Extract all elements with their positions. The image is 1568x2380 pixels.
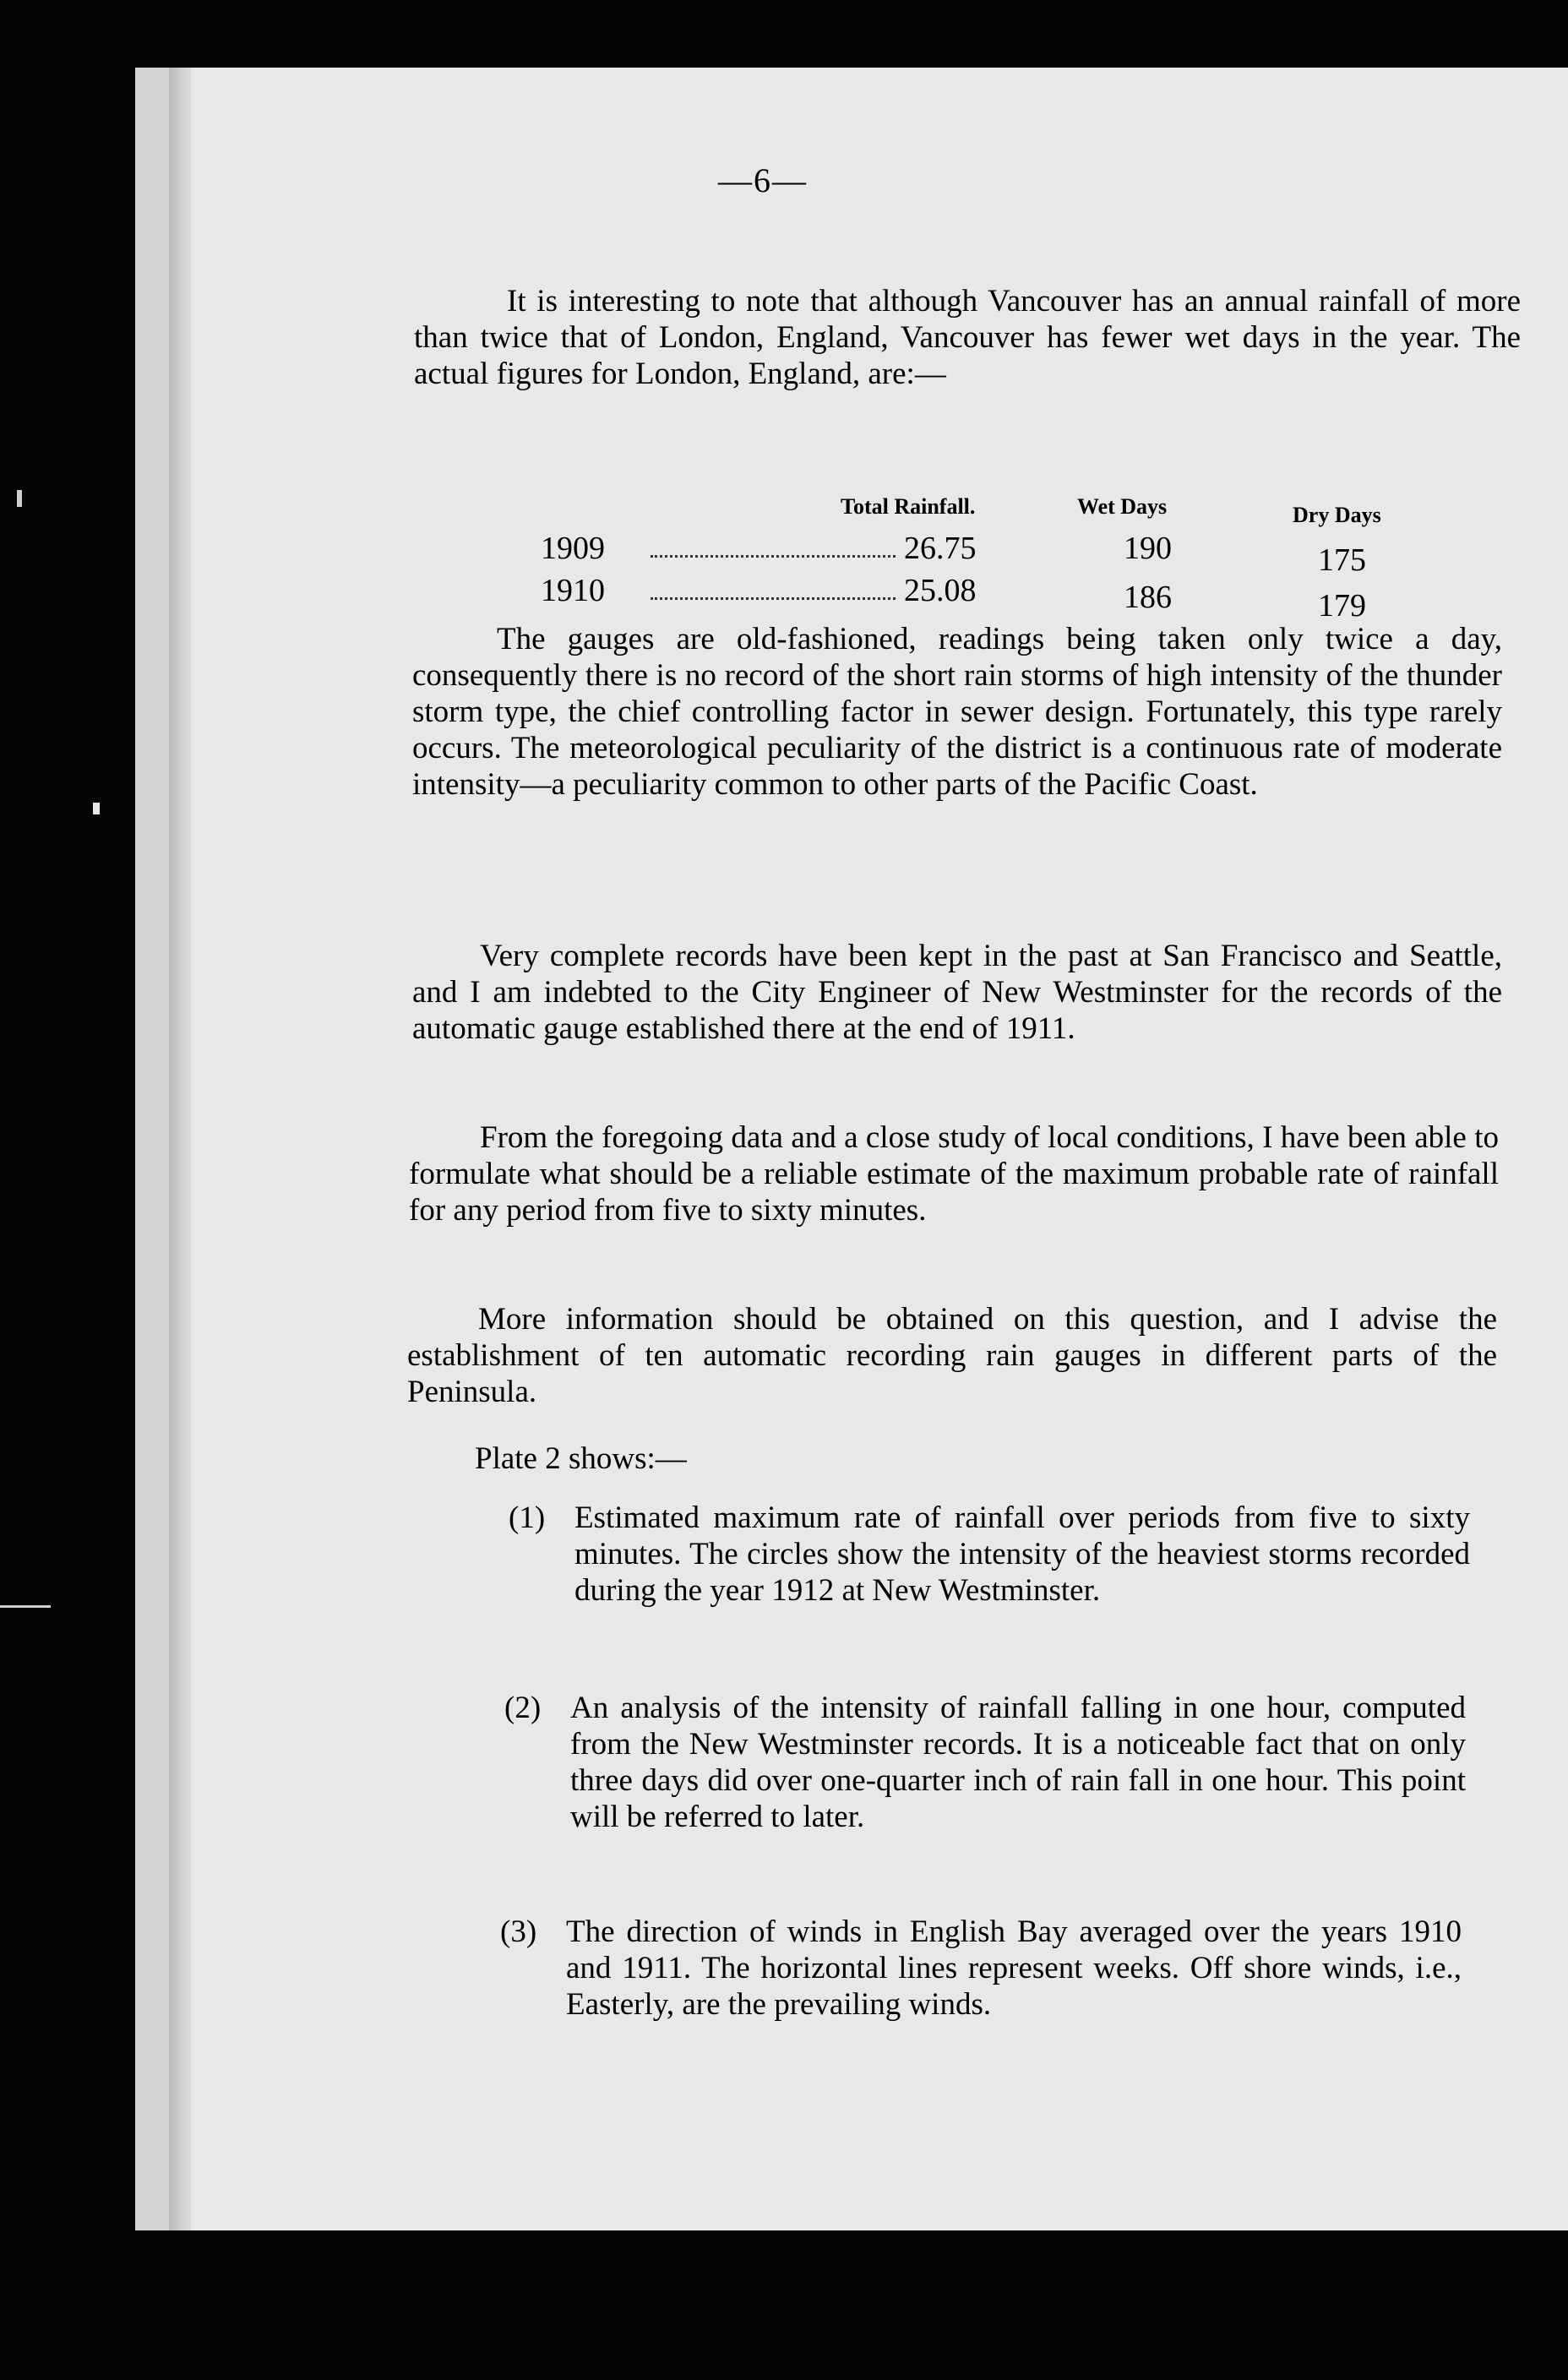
intro-paragraph: It is interesting to note that although Vancouver has an annual rainfall of more than twice that of London, England, Vancouver has fewer wet days in the year. The actual figures for London, England, are:— (414, 284, 1521, 391)
list-item-text: An analysis of the intensity of rainfall falling in one hour, computed from the New Westminster records. It is a noticeable fact that on only three days did over one-quarter inch of rain fall in one hour. This point will be referred to later. (570, 1691, 1466, 1834)
table-cell-dry-days: 175 (1318, 542, 1366, 578)
page-number: —6— (718, 161, 808, 199)
list-item-number: (3) (500, 1914, 537, 1949)
page-binding-edge (169, 68, 191, 2230)
margin-mark (93, 803, 100, 814)
table-cell-wet-days: 186 (1124, 580, 1172, 615)
table-header-dry-days: Dry Days (1293, 503, 1381, 527)
table-cell-wet-days: 190 (1124, 531, 1172, 566)
table-cell-total-rainfall: 26.75 (904, 531, 977, 566)
table-cell-year: 1909 (541, 531, 605, 566)
dot-leader (651, 597, 896, 600)
body-paragraph: More information should be obtained on this question, and I advise the establishment of ten automatic recording rain gauges in different parts of the Peninsula. (407, 1302, 1497, 1409)
body-paragraph: Very complete records have been kept in the past at San Francisco and Seattle, and I am indebted to the City Engineer of New Westminster for the records of the automatic gauge established there at the end of 1911. (412, 939, 1502, 1046)
list-item-text: The direction of winds in English Bay averaged over the years 1910 and 1911. The horizontal lines represent weeks. Off shore winds, i.e., Easterly, are the prevailing winds. (566, 1914, 1462, 2022)
rainfall-table (541, 494, 1402, 624)
list-item-number: (1) (509, 1500, 546, 1535)
table-header-total-rainfall: Total Rainfall. (841, 494, 976, 519)
list-item (504, 1690, 1484, 1884)
table-cell-total-rainfall: 25.08 (904, 573, 977, 608)
table-cell-dry-days: 179 (1318, 588, 1366, 624)
list-item (509, 1500, 1489, 1660)
table-row (541, 530, 1402, 578)
dot-leader (651, 555, 896, 558)
list-item-text: Estimated maximum rate of rainfall over periods from five to sixty minutes. The circles show the intensity of the heaviest storms recorded during the year 1912 at New Westminster. (574, 1500, 1470, 1608)
list-item (500, 1914, 1480, 2074)
list-item-number: (2) (504, 1691, 542, 1725)
margin-mark (0, 1605, 51, 1608)
margin-mark (17, 490, 22, 507)
body-paragraph: The gauges are old-fashioned, readings being taken only twice a day, consequently there is no record of the short rain storms of high intensity of the thunder storm type, the chief controlling factor in sewer design. Fortunately, this type rarely occurs. The meteorological peculiarity of the district is a continuous rate of moderate intensity—a peculiarity common to other parts of the Pacific Coast. (412, 622, 1502, 802)
table-header-wet-days: Wet Days (1077, 494, 1168, 519)
body-paragraph: From the foregoing data and a close study of local conditions, I have been able to formulate what should be a reliable estimate of the maximum probable rate of rainfall for any period from five to sixty minutes. (409, 1120, 1499, 1228)
plate-intro: Plate 2 shows:— (475, 1441, 687, 1476)
table-cell-year: 1910 (541, 573, 605, 608)
table-row (541, 572, 1402, 624)
